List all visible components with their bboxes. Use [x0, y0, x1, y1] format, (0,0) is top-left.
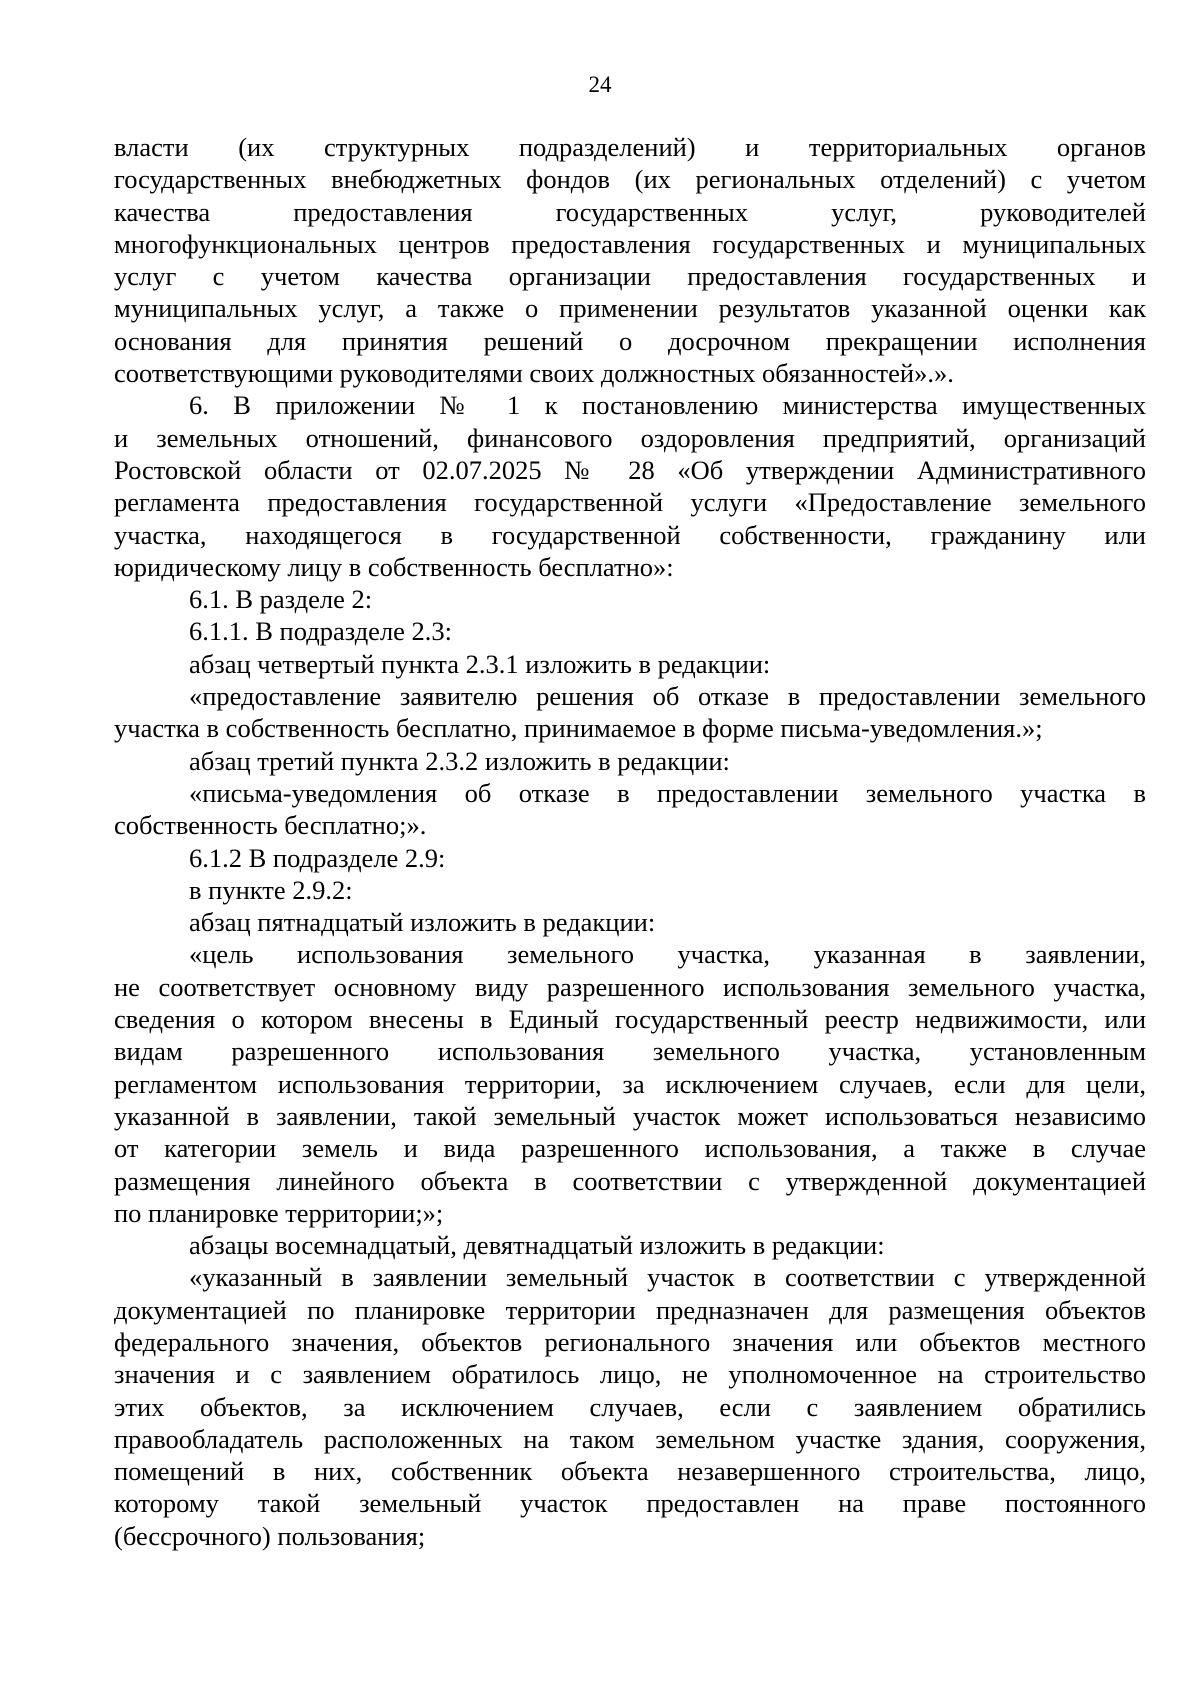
text-line: участка, находящегося в государственной собственности, гражданину или	[114, 519, 1146, 550]
text-line: абзац пятнадцатый изложить в редакции:	[189, 907, 656, 938]
text-line: документацией по планировке территории предназначен для размещения объектов	[114, 1294, 1146, 1325]
document-body	[114, 131, 1146, 1552]
text-line: участка в собственность бесплатно, принимаемое в форме письма-уведомления.»;	[114, 713, 1043, 744]
page-number: 24	[588, 72, 612, 97]
paragraph	[114, 745, 1146, 777]
text-line: указанной в заявлении, такой земельный участок может использоваться независимо	[114, 1100, 1146, 1131]
text-line: помещений в них, собственник объекта незавершенного строительства, лицо,	[114, 1456, 1146, 1487]
text-line: федерального значения, объектов регионального значения или объектов местного	[114, 1326, 1146, 1357]
text-line: основания для принятия решений о досрочном прекращении исполнения	[114, 325, 1146, 356]
text-line: юридическому лицу в собственность бесплатно»:	[114, 551, 674, 582]
text-line: 6.1.2 В подразделе 2.9:	[189, 842, 446, 873]
text-line: регламентом использования территории, за исключением случаев, если для цели,	[114, 1068, 1146, 1099]
paragraph	[114, 648, 1146, 680]
text-line: власти (их структурных подразделений) и территориальных органов	[114, 132, 1146, 162]
paragraph	[114, 389, 1146, 583]
paragraph	[114, 680, 1146, 745]
paragraph	[114, 906, 1146, 938]
paragraph	[114, 583, 1146, 615]
text-line: (бессрочного) пользования;	[114, 1520, 426, 1551]
text-line: не соответствует основному виду разрешенного использования земельного участка,	[114, 971, 1146, 1002]
text-line: значения и с заявлением обратилось лицо, не уполномоченное на строительство	[114, 1359, 1146, 1390]
paragraph	[114, 131, 1146, 389]
text-line: видам разрешенного использования земельного участка, установленным	[114, 1036, 1146, 1067]
text-line: «предоставление заявителю решения об отказе в предоставлении земельного	[189, 681, 1146, 712]
text-line: «цель использования земельного участка, указанная в заявлении,	[189, 939, 1146, 970]
text-line: 6.1.1. В подразделе 2.3:	[189, 616, 453, 647]
text-line: Ростовской области от 02.07.2025 № 28 «Об утверждении Административного	[114, 454, 1146, 485]
paragraph	[114, 874, 1146, 906]
text-line: 6.1. В разделе 2:	[189, 584, 373, 615]
text-line: регламента предоставления государственной услуги «Предоставление земельного	[114, 487, 1146, 518]
text-line: 6. В приложении № 1 к постановлению министерства имущественных	[189, 390, 1146, 421]
text-line: качества предоставления государственных услуг, руководителей	[114, 196, 1146, 227]
text-line: соответствующими руководителями своих должностных обязанностей».».	[114, 358, 954, 389]
text-line: многофункциональных центров предоставления государственных и муниципальных	[114, 228, 1146, 259]
text-line: размещения линейного объекта в соответствии с утвержденной документацией	[114, 1165, 1146, 1196]
text-line: правообладатель расположенных на таком земельном участке здания, сооружения,	[114, 1423, 1146, 1454]
text-line: от категории земель и вида разрешенного использования, а также в случае	[114, 1133, 1146, 1164]
paragraph	[114, 1261, 1146, 1552]
text-line: и земельных отношений, финансового оздоровления предприятий, организаций	[114, 422, 1146, 453]
text-line: собственность бесплатно;».	[114, 810, 427, 841]
text-line: «письма-уведомления об отказе в предоставлении земельного участка в	[189, 777, 1146, 808]
text-line: которому такой земельный участок предоставлен на праве постоянного	[114, 1488, 1146, 1519]
paragraph	[114, 615, 1146, 647]
text-line: «указанный в заявлении земельный участок в соответствии с утвержденной	[189, 1262, 1146, 1293]
text-line: абзац четвертый пункта 2.3.1 изложить в редакции:	[189, 648, 771, 679]
text-line: абзац третий пункта 2.3.2 изложить в редакции:	[189, 745, 730, 776]
paragraph	[114, 777, 1146, 842]
text-line: услуг с учетом качества организации предоставления государственных и	[114, 261, 1146, 292]
text-line: государственных внебюджетных фондов (их региональных отделений) с учетом	[114, 164, 1146, 195]
text-line: этих объектов, за исключением случаев, если с заявлением обратились	[114, 1391, 1146, 1422]
paragraph	[114, 1229, 1146, 1261]
text-line: сведения о котором внесены в Единый государственный реестр недвижимости, или	[114, 1004, 1146, 1035]
paragraph	[114, 842, 1146, 874]
text-line: по планировке территории;»;	[114, 1197, 444, 1228]
text-line: муниципальных услуг, а также о применении результатов указанной оценки как	[114, 293, 1146, 324]
text-line: абзацы восемнадцатый, девятнадцатый изложить в редакции:	[189, 1230, 885, 1261]
text-line: в пункте 2.9.2:	[189, 874, 353, 905]
paragraph	[114, 938, 1146, 1229]
